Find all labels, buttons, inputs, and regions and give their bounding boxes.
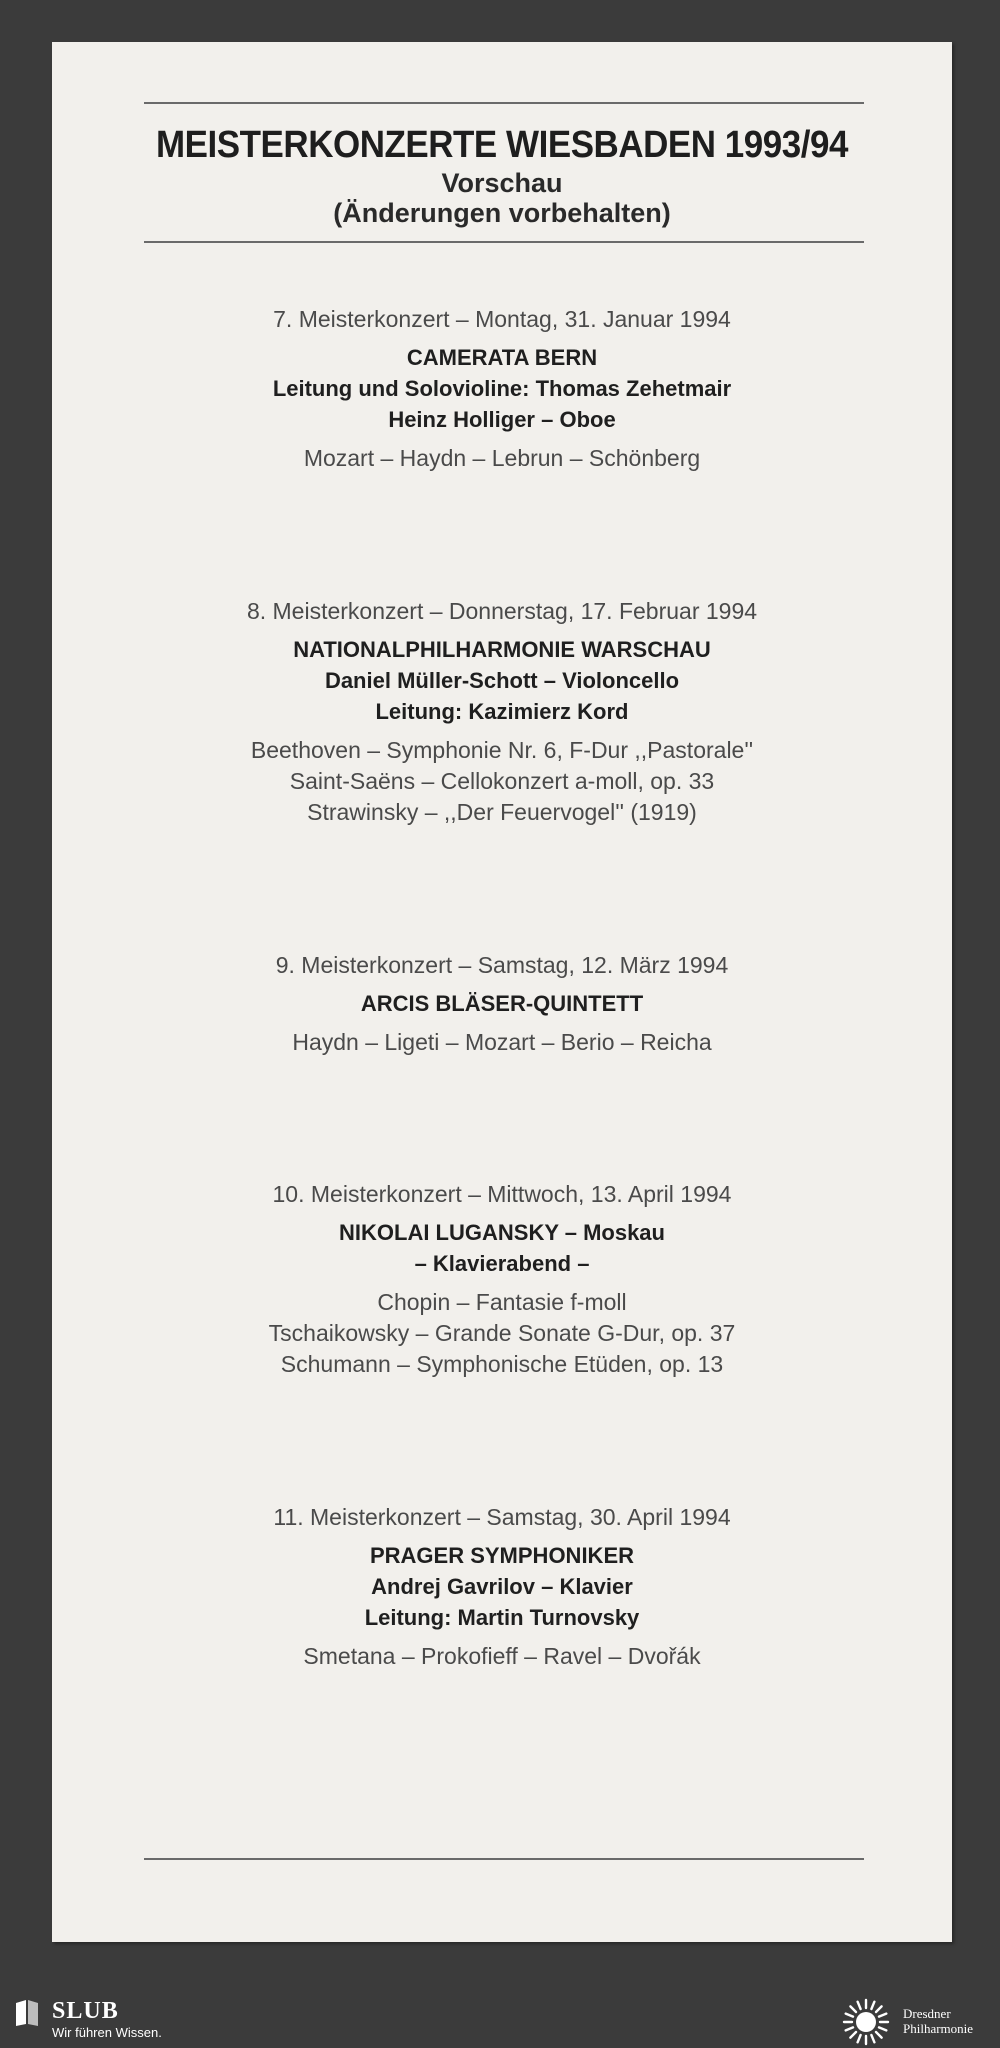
concert-heading: 11. Meisterkonzert – Samstag, 30. April 1994 — [273, 1504, 731, 1530]
performer-line: Heinz Holliger – Oboe — [388, 407, 616, 432]
footer-bar — [0, 1998, 1000, 2044]
concert-8 — [52, 596, 952, 828]
page-header — [52, 122, 952, 228]
concert-11 — [52, 1502, 952, 1672]
ensemble-name: CAMERATA BERN — [406, 345, 598, 370]
page-subtitle: Vorschau — [441, 168, 563, 198]
concert-9 — [52, 950, 952, 1058]
performer-line: Leitung: Kazimierz Kord — [375, 699, 629, 724]
performer-line: Andrej Gavrilov – Klavier — [371, 1574, 633, 1599]
page-note: (Änderungen vorbehalten) — [333, 198, 671, 228]
concert-10 — [52, 1179, 952, 1380]
page-title: MEISTERKONZERTE WIESBADEN 1993/94 — [156, 124, 848, 166]
concert-heading: 10. Meisterkonzert – Mittwoch, 13. April 1994 — [272, 1181, 732, 1207]
program-line: Tschaikowsky – Grande Sonate G-Dur, op. 37 — [268, 1320, 736, 1346]
program-line: Schumann – Symphonische Etüden, op. 13 — [280, 1351, 724, 1377]
ensemble-name: PRAGER SYMPHONIKER — [369, 1543, 635, 1568]
program-line: Strawinsky – ,,Der Feuervogel'' (1919) — [307, 799, 697, 825]
ensemble-name: ARCIS BLÄSER-QUINTETT — [360, 991, 644, 1016]
program-line: Smetana – Prokofieff – Ravel – Dvořák — [303, 1643, 701, 1669]
program-line: Chopin – Fantasie f-moll — [377, 1289, 627, 1315]
ensemble-name: NIKOLAI LUGANSKY – Moskau — [339, 1220, 665, 1245]
performer-line: Leitung: Martin Turnovsky — [364, 1605, 640, 1630]
concert-heading: 8. Meisterkonzert – Donnerstag, 17. Februar 1994 — [246, 598, 758, 624]
program-page — [52, 42, 952, 1942]
program-line: Mozart – Haydn – Lebrun – Schönberg — [303, 445, 701, 471]
header-rule — [144, 241, 864, 243]
slub-tagline: Wir führen Wissen. — [52, 2025, 162, 2040]
concert-heading: 9. Meisterkonzert – Samstag, 12. März 1994 — [275, 952, 729, 978]
performer-line: Leitung und Solovioline: Thomas Zehetmair — [272, 376, 732, 401]
concert-7 — [52, 304, 952, 474]
program-line: Saint-Saëns – Cellokonzert a-moll, op. 33 — [289, 768, 715, 794]
philharmonie-name: Dresdner Philharmonie — [903, 2006, 974, 2036]
performer-line: Daniel Müller-Schott – Violoncello — [324, 668, 680, 693]
top-rule — [144, 102, 864, 104]
philharmonie-sun-icon — [840, 1996, 892, 2048]
slub-book-icon — [14, 1999, 40, 2027]
slub-name: SLUB — [52, 1998, 119, 2024]
program-line: Haydn – Ligeti – Mozart – Berio – Reicha — [292, 1029, 712, 1055]
program-line: Beethoven – Symphonie Nr. 6, F-Dur ,,Pastorale'' — [250, 737, 754, 763]
ensemble-name: NATIONALPHILHARMONIE WARSCHAU — [293, 637, 711, 662]
concert-heading: 7. Meisterkonzert – Montag, 31. Januar 1994 — [273, 306, 731, 332]
bottom-rule — [144, 1858, 864, 1860]
performer-line: – Klavierabend – — [414, 1251, 590, 1276]
